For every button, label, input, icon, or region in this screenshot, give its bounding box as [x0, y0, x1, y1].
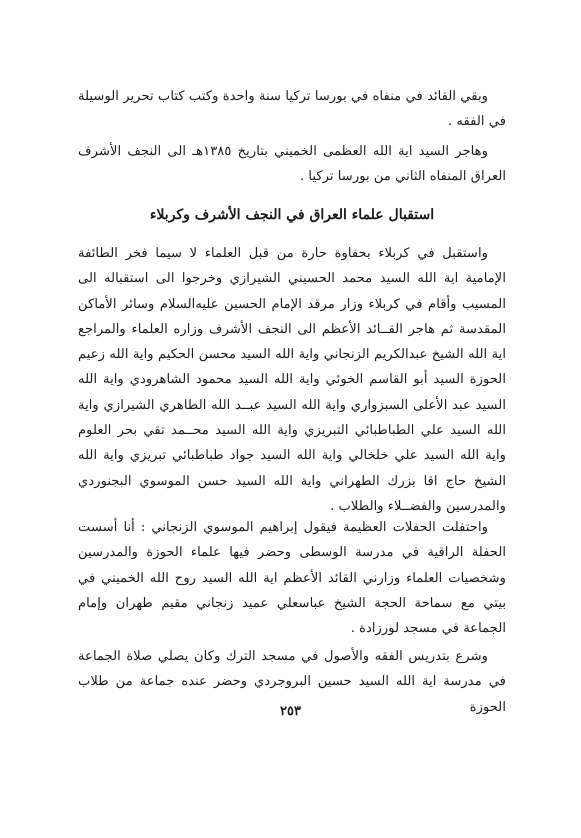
paragraph-reception-karbala: واستقبل في كربلاء بحفاوة حارة من قبل العلماء لا سيما فخر الطائفة الإمامية اية الله السيد محمد الحسيني الشيرازي وخرجوا الى استقباله الى المسيب وأقام في كربلاء وزار مرقد الإمام الحسين عليه‌السلام وسائر الأماكن المقدسة ثم هاجر القــائد الأعظم الى النجف الأشرف وزاره العلماء والمراجع اية الله الشيخ عبدالكريم الزنجاني واية الله السيد محسن الحكيم واية الله زعيم الحوزة السيد أبو القاسم الخوئي واية الله السيد محمود الشاهرودي واية الله السيد عبد الأعلى السبزواري واية الله السيد عبــد الله الطاهري الشيرازي واية الله السيد علي الطباطبائي التبريزي واية الله السيد محــمد تقي بحر العلوم واية الله السيد علي خلخالي واية الله السيد جواد طباطبائي تبريزي واية الله الشيخ حاج اقا بزرك الطهراني واية الله السيد حسن الموسوي البجنوردي والمدرسين والفضــلاء والطلاب . — [78, 246, 506, 514]
page-number: ٢٥٣ — [280, 704, 301, 719]
section-heading: استقبال علماء العراق في النجف الأشرف وكربلاء — [149, 207, 435, 223]
paragraph-celebrations: واحتفلت الحفلات العظيمة فيقول إبراهيم الموسوي الزنجاني : أنا أسست الحفلة الراقية في مدرسة الوسطى وحضر فيها علماء الحوزة والمدرسين وشخصيات العلماء وزارني القائد الأعظم اية الله السيد روح الله الخميني في بيتي مع سماحة الحجة الشيخ عباسعلي عميد زنجاني مقيم طهران وإمام الجماعة في مسجد لورزادة . — [78, 520, 506, 637]
paragraph-migration-najaf: وهاجر السيد اية الله العظمى الخميني بتاريخ ١٣٨٥هـ الى النجف الأشرف العراق المنفاه الثاني من بورسا تركيا . — [78, 144, 506, 185]
paragraph-teaching: وشرع بتدريس الفقه والأصول في مسجد الترك وكان يصلي صلاة الجماعة في مدرسة اية الله السيد حسين البروجردي وحضر عنده جماعة من طلاب الحوزة — [78, 649, 506, 715]
paragraph-exile-bursa: وبقي القائد في منفاه في بورسا تركيا سنة واحدة وكتب كتاب تحرير الوسيلة في الفقه . — [78, 89, 506, 130]
